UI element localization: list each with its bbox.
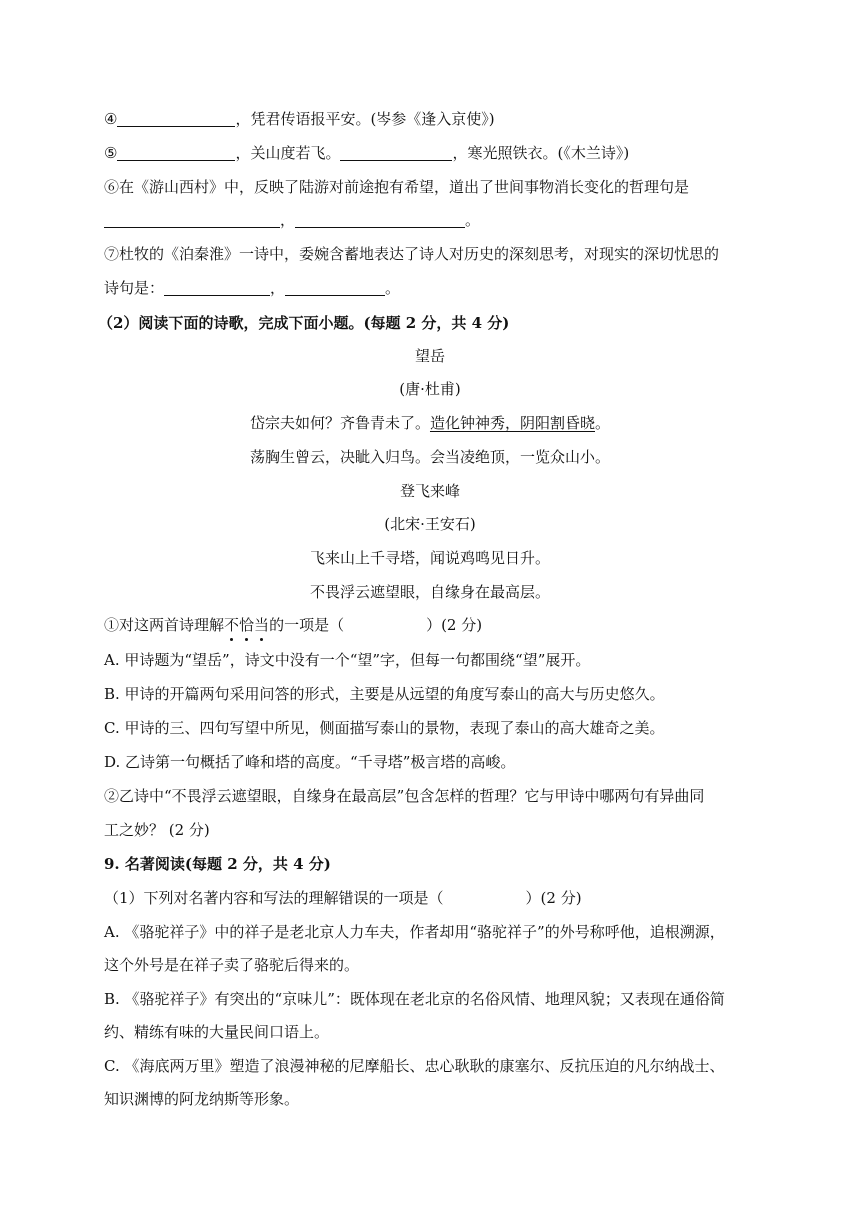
option-b-line1: B. 《骆驼祥子》有突出的“京味儿”：既体现在老北京的名俗风情、地理风貌；又表现在通俗简 xyxy=(104,990,725,1008)
section-heading: 9. 名著阅读(每题 2 分，共 4 分) xyxy=(104,855,331,873)
answer-blank[interactable] xyxy=(117,110,235,127)
recite-item-7-line2: 诗句是： ， 。 xyxy=(104,279,401,297)
recite-item-4 xyxy=(104,108,495,130)
item-text: ，凭君传语报平安。(岑参《逢入京使》) xyxy=(235,110,495,128)
option-a-line1: A. 《骆驼祥子》中的祥子是老北京人力车夫，作者却用“骆驼祥子”的外号称呼他，追根溯源， xyxy=(104,923,725,941)
recite-item-5 xyxy=(104,142,629,164)
option-c-line1: C. 《海底两万里》塑造了浪漫神秘的尼摩船长、忠心耿耿的康塞尔、反抗压迫的凡尔纳战士、 xyxy=(104,1057,725,1075)
section-heading: （2）阅读下面的诗歌，完成下面小题。(每题 2 分，共 4 分) xyxy=(98,314,510,332)
question-9-1: （1）下列对名著内容和写法的理解错误的一项是（ ）(2 分) xyxy=(104,889,582,907)
item-text: ，寒光照铁衣。(《木兰诗》) xyxy=(452,144,630,162)
item-number: ⑤ xyxy=(104,144,118,162)
recite-item-6-line1: ⑥在《游山西村》中，反映了陆游对前途抱有希望，道出了世间事物消长变化的哲理句是 xyxy=(104,178,690,196)
option-b-line2: 约、精练有味的大量民间口语上。 xyxy=(104,1023,330,1041)
answer-blank[interactable] xyxy=(104,211,280,228)
poem-line: 岱宗夫如何？齐鲁青未了。造化钟神秀，阴阳割昏晓。 xyxy=(249,414,611,432)
option-c: C. 甲诗的三、四句写望中所见，侧面描写泰山的景物，表现了泰山的高大雄奇之美。 xyxy=(104,719,665,737)
option-d: D. 乙诗第一句概括了峰和塔的高度。“千寻塔”极言塔的高峻。 xyxy=(104,753,516,771)
item-number: ④ xyxy=(104,110,118,128)
answer-blank[interactable] xyxy=(117,144,235,161)
poem-author: (唐·杜甫) xyxy=(399,380,461,398)
poem-title: 望岳 xyxy=(414,347,445,365)
question-2-line1: ②乙诗中“不畏浮云遮望眼，自缘身在最高层”包含怎样的哲理？它与甲诗中哪两句有异曲同 xyxy=(104,787,705,805)
question-2-line2: 工之妙？ (2 分) xyxy=(104,821,210,839)
poem-author: (北宋·王安石) xyxy=(384,515,476,533)
poem-title: 登飞来峰 xyxy=(399,482,460,500)
question-1: ①对这两首诗理解不恰当的一项是（ ）(2 分) xyxy=(104,616,483,634)
option-a-line2: 这个外号是在祥子卖了骆驼后得来的。 xyxy=(104,956,360,974)
answer-blank[interactable] xyxy=(285,279,385,296)
option-c-line2: 知识渊博的阿龙纳斯等形象。 xyxy=(104,1090,300,1108)
underlined-phrase: 造化钟神秀，阴阳割昏晓 xyxy=(429,414,595,432)
poem-line: 荡胸生曾云，决眦入归鸟。会当凌绝顶，一览众山小。 xyxy=(249,448,610,466)
option-b: B. 甲诗的开篇两句采用问答的形式，主要是从远望的角度写泰山的高大与历史悠久。 xyxy=(104,685,665,703)
recite-item-7-line1: ⑦杜牧的《泊秦淮》一诗中，委婉含蓄地表达了诗人对历史的深刻思考，对现实的深切忧思的 xyxy=(104,245,720,263)
option-a: A. 甲诗题为“望岳”，诗文中没有一个“望”字，但每一句都围绕“望”展开。 xyxy=(104,651,591,669)
recite-item-6-line2: ， 。 xyxy=(104,209,480,231)
answer-blank[interactable] xyxy=(340,144,452,161)
poem-line: 飞来山上千寻塔，闻说鸡鸣见日升。 xyxy=(309,549,550,567)
answer-blank[interactable] xyxy=(295,211,465,228)
item-text: ，关山度若飞。 xyxy=(235,144,341,162)
answer-blank[interactable] xyxy=(164,279,270,296)
poem-line: 不畏浮云遮望眼，自缘身在最高层。 xyxy=(309,583,550,601)
